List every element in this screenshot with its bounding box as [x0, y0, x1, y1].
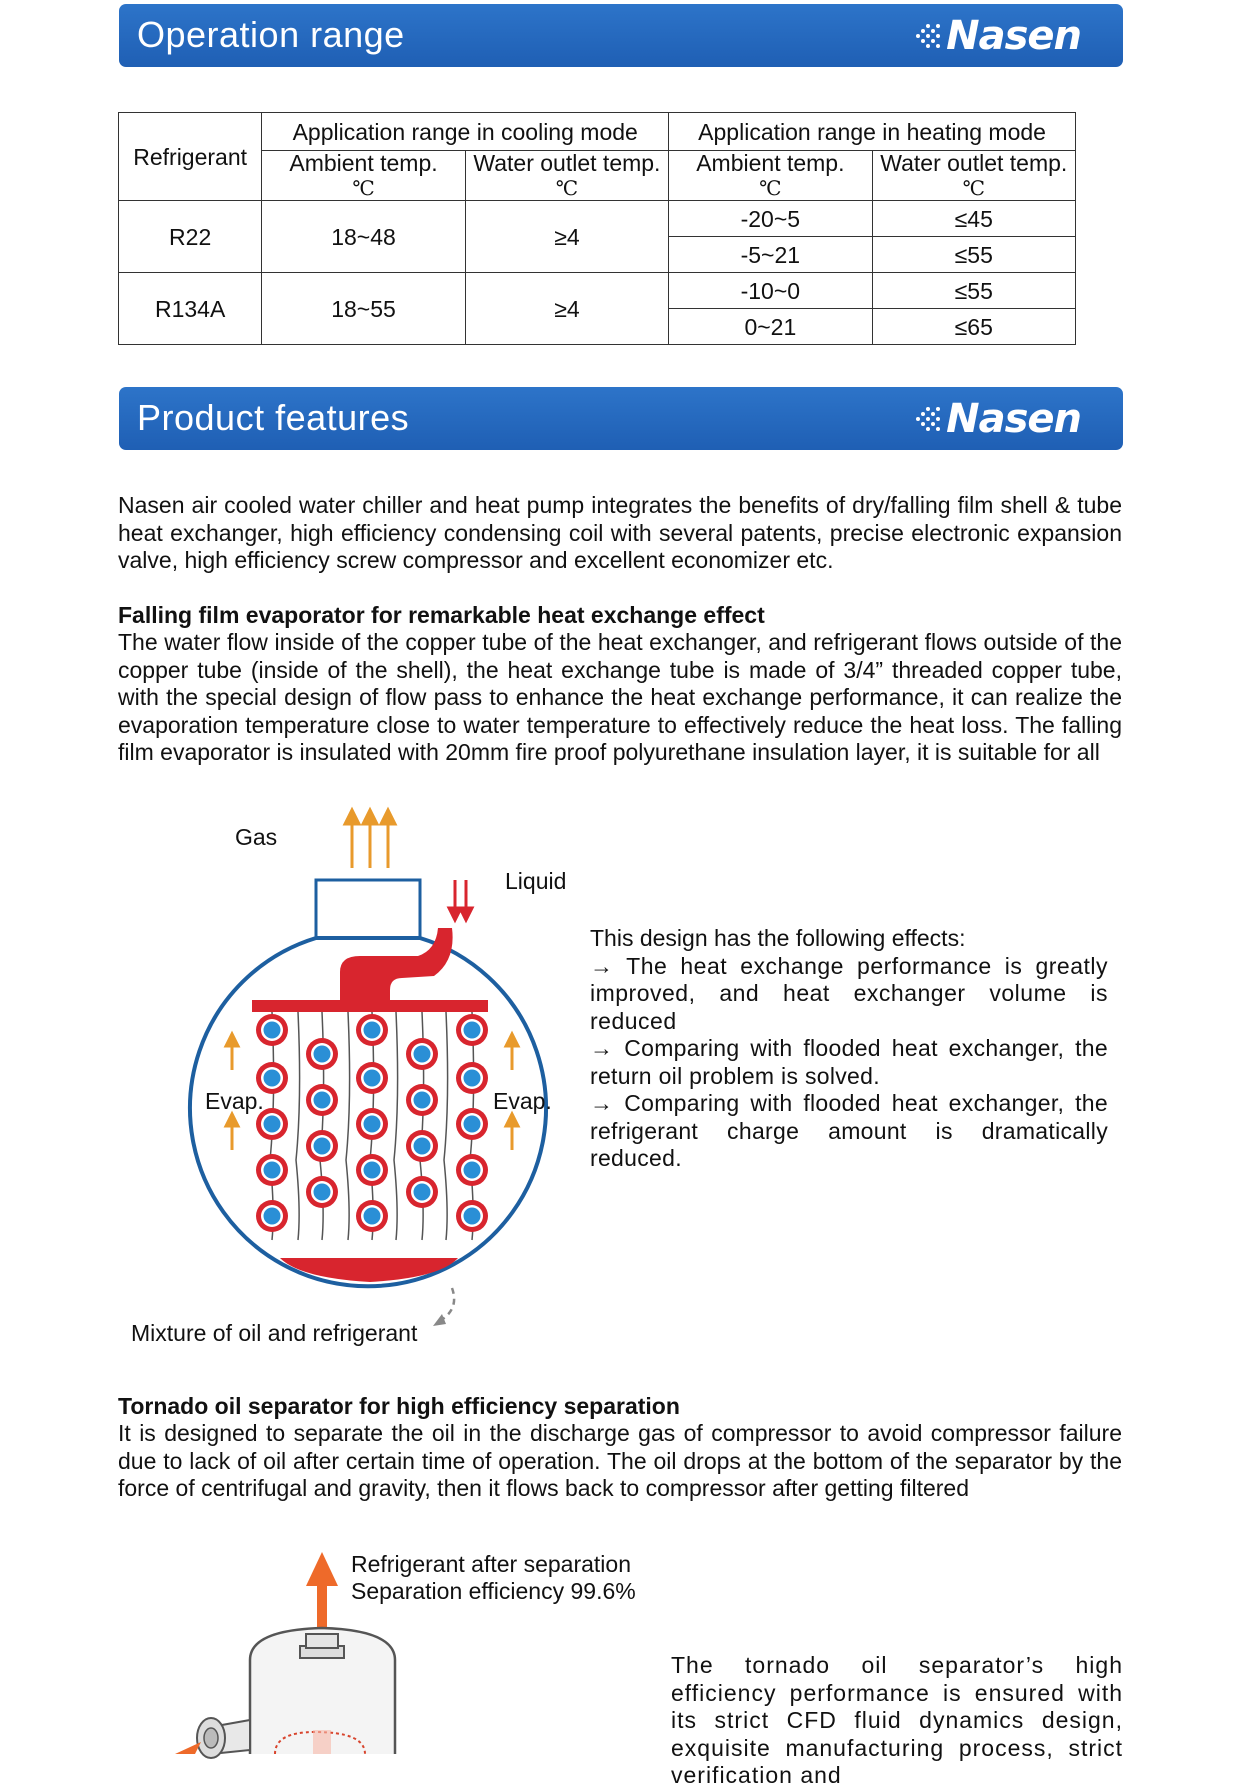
tube-inner [314, 1138, 331, 1155]
falling-film-heading: Falling film evaporator for remarkable heat exchange effect [118, 602, 765, 628]
oil-return-arrowhead [433, 1314, 446, 1326]
oil-separator-diagram [175, 1550, 415, 1754]
tube-inner [364, 1070, 381, 1087]
evap-left-label: Evap. [205, 1088, 264, 1114]
tornado-body: It is designed to separate the oil in the discharge gas of compressor to avoid compressor failure due to lack of oil after certain time of operation. The oil drops at the bottom of the separator by the force of centrifugal and gravity, then it flows back to compressor after getting filtered [118, 1420, 1122, 1501]
separator-up-arrowhead [306, 1552, 338, 1586]
evap-right-label: Evap. [493, 1088, 552, 1114]
effects-intro: This design has the following effects: [590, 925, 966, 951]
oil-pool [280, 1258, 458, 1282]
section-title: Product features [137, 397, 410, 438]
table-row: 0~21 ≤65 [119, 309, 1076, 345]
separation-label: Refrigerant after separation Separation efficiency 99.6% [351, 1551, 636, 1604]
cooling-mode-header: Application range in cooling mode [262, 113, 669, 151]
tube-inner [364, 1022, 381, 1039]
tube-inner [264, 1116, 281, 1133]
heating-ambient-header: Ambient temp. ℃ [669, 151, 872, 201]
tube-inner [264, 1070, 281, 1087]
product-features-banner [119, 387, 1123, 450]
tube-inner [464, 1022, 481, 1039]
falling-film-body: The water flow inside of the copper tube of the heat exchanger, and refrigerant flows outside of the copper tube (inside of the shell), the heat exchange tube is made of 3/4” threaded copper tube, with the special design of flow pass to enhance the heat exchange performance, it can realize the evaporation temperature close to water temperature to effectively reduce the heat loss. The falling film evaporator is insulated with 20mm fire proof polyurethane insulation layer, it is suitable for all [118, 629, 1122, 765]
tube-inner [314, 1046, 331, 1063]
distributor-bar [252, 1000, 488, 1012]
tube-inner [464, 1116, 481, 1133]
gas-arrows [345, 810, 395, 868]
cooling-water-header: Water outlet temp. ℃ [465, 151, 668, 201]
tube-inner [264, 1208, 281, 1225]
tube-inner [364, 1208, 381, 1225]
logo-wordmark: Nasen [946, 396, 1081, 442]
operation-range-banner [119, 4, 1123, 67]
tube-inner [414, 1138, 431, 1155]
top-nozzle [306, 1634, 338, 1648]
tube-inner [414, 1046, 431, 1063]
liquid-label: Liquid [505, 868, 567, 894]
tube-inner [414, 1092, 431, 1109]
heating-water-header: Water outlet temp. ℃ [872, 151, 1075, 201]
operation-range-table [118, 112, 1076, 345]
tube-inner [464, 1162, 481, 1179]
tube-inner [364, 1162, 381, 1179]
tube-inner [314, 1184, 331, 1201]
effects-item: → Comparing with flooded heat exchanger, the return oil problem is solved. [590, 1035, 1108, 1089]
table-row: R134A 18~55 ≥4 -10~0 ≤55 [119, 273, 1076, 309]
tube-inner [364, 1116, 381, 1133]
evaporator-neck [316, 880, 420, 938]
mixture-label: Mixture of oil and refrigerant [131, 1320, 418, 1346]
swirl-core [313, 1730, 331, 1754]
intro-paragraph: Nasen air cooled water chiller and heat pump integrates the benefits of dry/falling film shell & tube heat exchanger, high efficiency condensing coil with several patents, precise electronic expansion valve, high efficiency screw compressor and excellent economizer etc. [118, 492, 1122, 573]
tube-inner [414, 1184, 431, 1201]
table-row: -5~21 ≤55 [119, 237, 1076, 273]
logo-dots-icon [914, 405, 944, 433]
nasen-logo [914, 14, 1081, 58]
heating-mode-header: Application range in heating mode [669, 113, 1076, 151]
effects-item: → Comparing with flooded heat exchanger, the refrigerant charge amount is dramatically reduced. [590, 1090, 1108, 1171]
tube-inner [464, 1208, 481, 1225]
inlet-arrow [175, 1742, 201, 1754]
section-title: Operation range [137, 14, 405, 55]
cooling-ambient-header: Ambient temp. ℃ [262, 151, 465, 201]
nasen-logo [914, 397, 1081, 441]
effects-item: → The heat exchange performance is greatly improved, and heat exchanger volume is reduced [590, 952, 1108, 1034]
tornado-heading: Tornado oil separator for high efficiency separation [118, 1393, 680, 1419]
gas-label: Gas [235, 824, 278, 850]
logo-dots-icon [914, 22, 944, 50]
logo-wordmark: Nasen [946, 13, 1081, 59]
tornado-side-text: The tornado oil separator’s high efficiency performance is ensured with its strict CFD fluid dynamics design, exquisite manufacturing process, strict verification and [671, 1652, 1123, 1788]
tube-inner [264, 1022, 281, 1039]
tube-inner [264, 1162, 281, 1179]
table-row: R22 18~48 ≥4 -20~5 ≤45 [119, 201, 1076, 237]
tube-inner [314, 1092, 331, 1109]
tube-inner [464, 1070, 481, 1087]
effects-list [590, 925, 1108, 1173]
refrigerant-header: Refrigerant [119, 113, 262, 201]
liquid-arrows [449, 880, 472, 920]
inlet-bore [204, 1728, 218, 1748]
